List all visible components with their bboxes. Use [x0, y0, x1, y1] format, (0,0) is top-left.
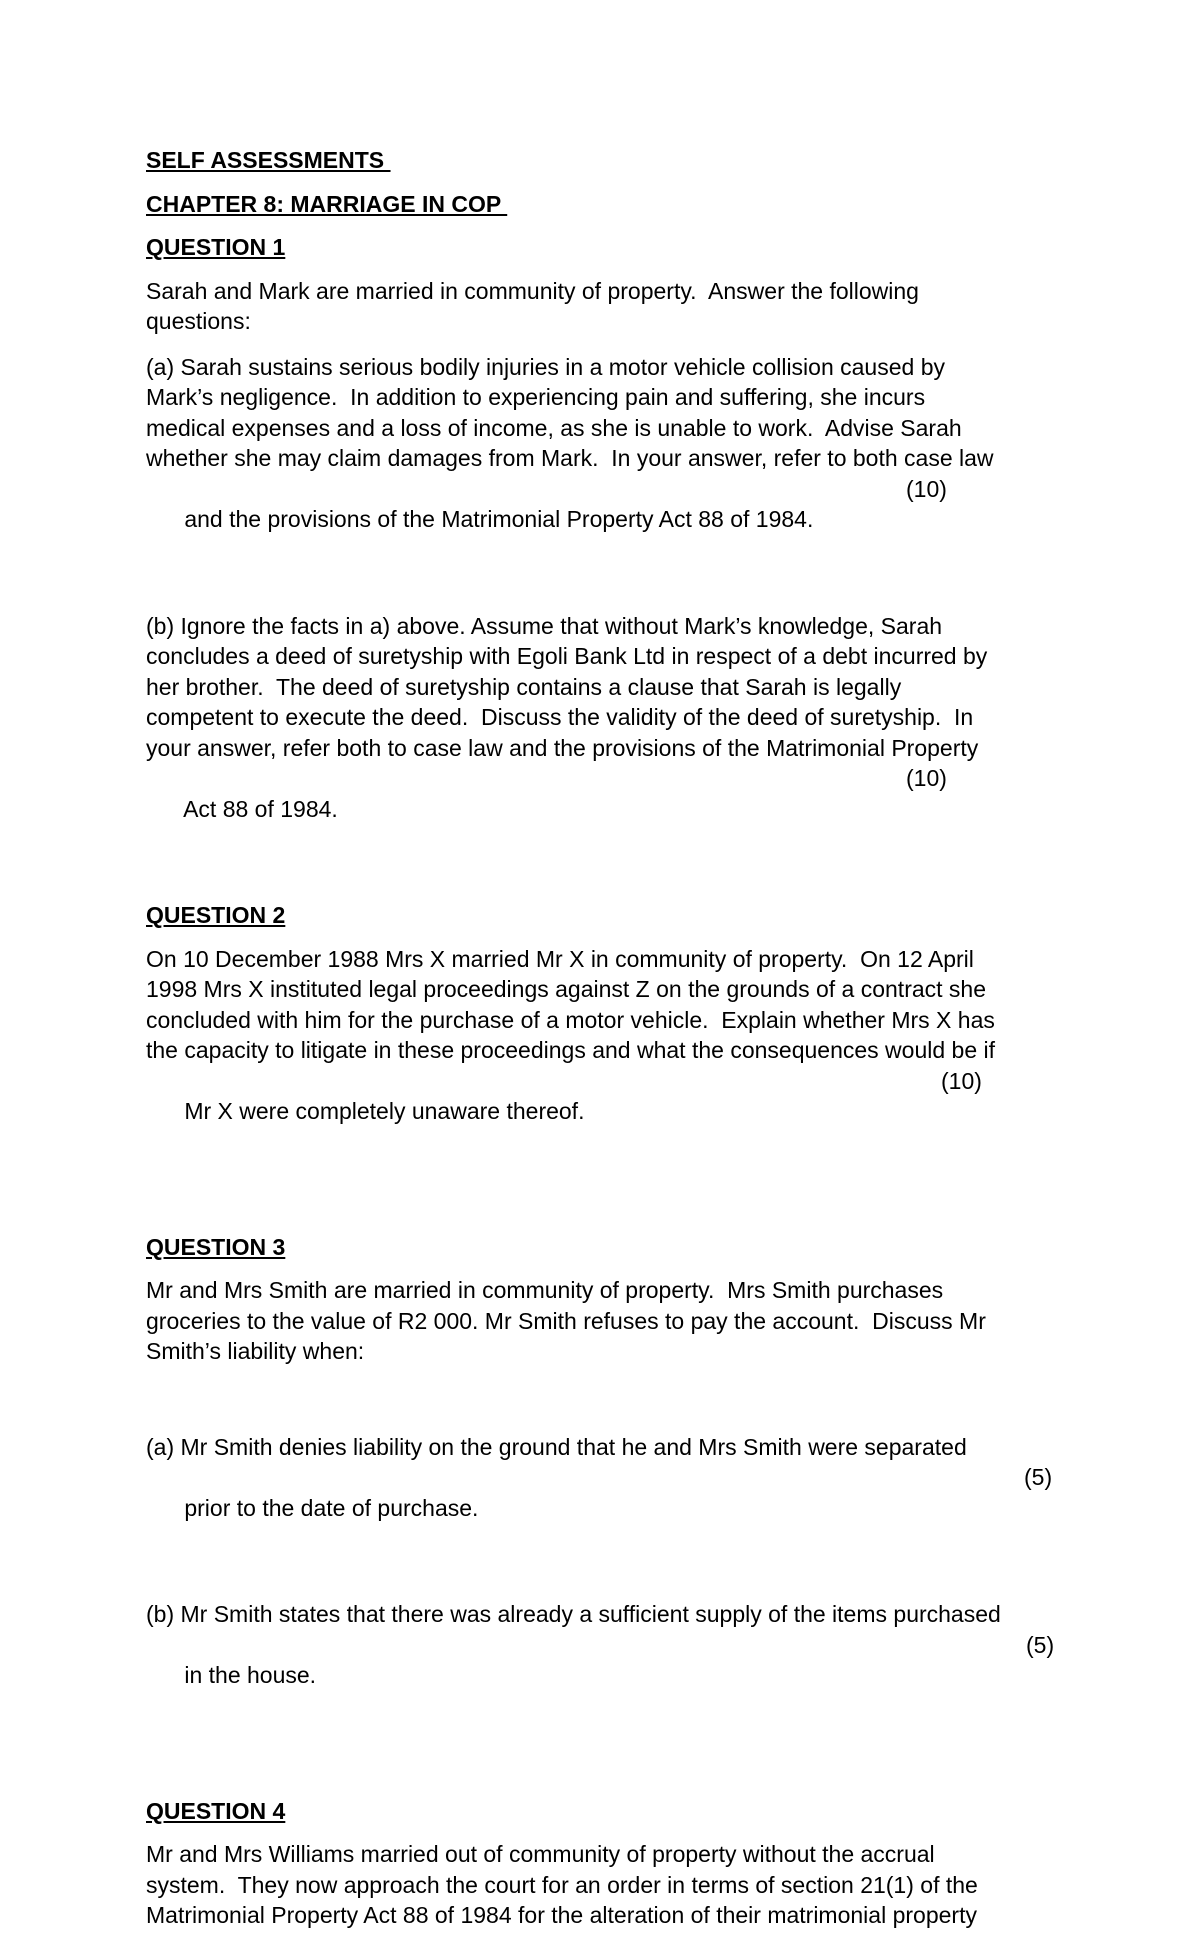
question-1-intro	[146, 276, 1066, 337]
question-4-intro	[146, 1839, 1066, 1931]
text-line-with-marks	[146, 1630, 1066, 1752]
spacer	[146, 1203, 1066, 1232]
question-3-part-b	[146, 1599, 1066, 1752]
question-1-part-b	[146, 611, 1066, 886]
marks-label: (10)	[906, 765, 947, 791]
text-line-with-marks	[146, 474, 1066, 596]
text-line: Mr and Mrs Williams married out of community of property without the accrual	[146, 1841, 935, 1867]
text-line: medical expenses and a loss of income, as she is unable to work. Advise Sarah	[146, 414, 962, 441]
question-3-heading: QUESTION 3	[146, 1233, 286, 1260]
spacer	[146, 1382, 1066, 1432]
text-line: concluded with him for the purchase of a motor vehicle. Explain whether Mrs X has	[146, 1006, 995, 1033]
text-line: in the house.	[184, 1662, 317, 1688]
text-line: and the provisions of the Matrimonial Property Act 88 of 1984.	[184, 506, 814, 532]
document-title: SELF ASSESSMENTS	[146, 147, 391, 173]
document-page	[146, 145, 1066, 1946]
text-line-with-marks	[146, 1462, 1066, 1584]
question-3-part-a	[146, 1432, 1066, 1585]
marks-label: (10)	[906, 475, 947, 502]
text-line: competent to execute the deed. Discuss the validity of the deed of suretyship. In	[146, 704, 974, 730]
spacer	[146, 1767, 1066, 1796]
question-1-heading: QUESTION 1	[146, 234, 286, 260]
text-line: Mr and Mrs Smith are married in community of property. Mrs Smith purchases	[146, 1277, 944, 1303]
text-line: On 10 December 1988 Mrs X married Mr X in community of property. On 12 April	[146, 945, 974, 972]
chapter-title: CHAPTER 8: MARRIAGE IN COP	[146, 190, 508, 217]
marks-label: (5)	[1024, 1464, 1053, 1490]
question-2-heading: QUESTION 2	[146, 902, 286, 928]
question-2-body	[146, 944, 1066, 1188]
text-line: your answer, refer both to case law and the provisions of the Matrimonial Property	[146, 734, 979, 761]
question-4-heading: QUESTION 4	[146, 1797, 286, 1824]
text-line: concludes a deed of suretyship with Egoli Bank Ltd in respect of a debt incurred by	[146, 643, 988, 669]
text-line: her brother. The deed of suretyship contains a clause that Sarah is legally	[146, 673, 902, 700]
text-line: 1998 Mrs X instituted legal proceedings against Z on the grounds of a contract she	[146, 976, 987, 1002]
text-line: questions:	[146, 308, 251, 334]
text-line: Sarah and Mark are married in community of property. Answer the following	[146, 277, 919, 304]
question-3-intro	[146, 1275, 1066, 1367]
text-line: groceries to the value of R2 000. Mr Smith refuses to pay the account. Discuss Mr	[146, 1307, 986, 1334]
text-line: Smith’s liability when:	[146, 1338, 365, 1364]
text-line: Mark’s negligence. In addition to experiencing pain and suffering, she incurs	[146, 384, 926, 410]
text-line: (b) Mr Smith states that there was already a sufficient supply of the items purchased	[146, 1601, 1001, 1627]
text-line: prior to the date of purchase.	[184, 1494, 479, 1521]
marks-label: (10)	[941, 1067, 982, 1094]
text-line: system. They now approach the court for an order in terms of section 21(1) of the	[146, 1871, 978, 1898]
question-1-part-a	[146, 352, 1066, 596]
text-line: (a) Sarah sustains serious bodily injuries in a motor vehicle collision caused by	[146, 353, 945, 380]
text-line-with-marks	[146, 763, 1066, 885]
text-line: the capacity to litigate in these proceedings and what the consequences would be if	[146, 1037, 996, 1063]
text-line: Matrimonial Property Act 88 of 1984 for the alteration of their matrimonial property	[146, 1902, 977, 1928]
text-line-with-marks	[146, 1066, 1066, 1188]
marks-label: (5)	[1026, 1631, 1055, 1658]
text-line: Mr X were completely unaware thereof.	[184, 1098, 585, 1124]
text-line: whether she may claim damages from Mark. In your answer, refer to both case law	[146, 445, 994, 471]
text-line: (b) Ignore the facts in a) above. Assume that without Mark’s knowledge, Sarah	[146, 612, 943, 639]
text-line: Act 88 of 1984.	[183, 795, 338, 822]
text-line: (a) Mr Smith denies liability on the ground that he and Mrs Smith were separated	[146, 1433, 967, 1460]
